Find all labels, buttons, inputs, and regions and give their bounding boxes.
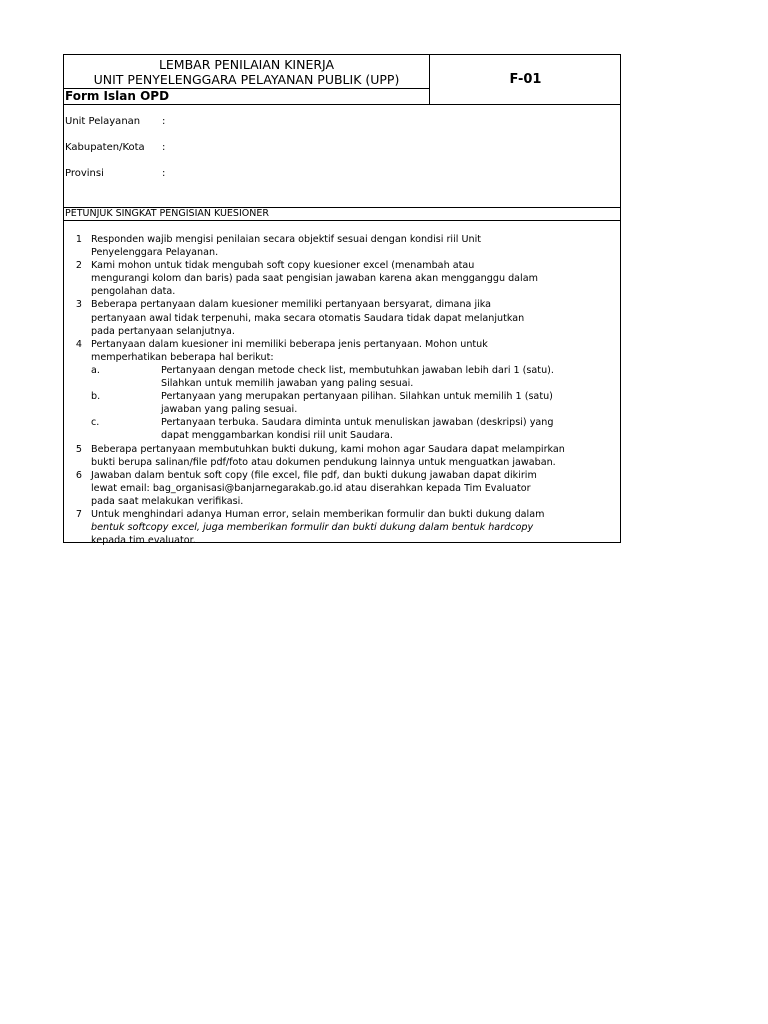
instruction-text: Pertanyaan dalam kuesioner ini memiliki beberapa jenis pertanyaan. Mohon untuk xyxy=(91,338,488,350)
instructions-title: PETUNJUK SINGKAT PENGISIAN KUESIONER xyxy=(65,208,269,219)
instruction-text: Penyelenggara Pelayanan. xyxy=(91,247,219,259)
field-label: Kabupaten/Kota xyxy=(65,142,145,153)
instruction-text: lewat email: bag_organisasi@banjarnegarakab.go.id atau diserahkan kepada Tim Evaluator xyxy=(91,482,531,494)
instruction-text: bukti berupa salinan/file pdf/foto atau dokumen pendukung lainnya untuk menguatkan jawaban. xyxy=(91,456,556,468)
subitem-text: Pertanyaan yang merupakan pertanyaan pilihan. Silahkan untuk memilih 1 (satu) xyxy=(161,391,553,403)
instruction-text: Untuk menghindari adanya Human error, selain memberikan formulir dan bukti dukung dalam xyxy=(91,508,545,520)
instruction-text: Kami mohon untuk tidak mengubah soft copy kuesioner excel (menambah atau xyxy=(91,260,475,272)
instruction-number: 1 xyxy=(75,234,82,245)
subitem-text: jawaban yang paling sesuai. xyxy=(161,404,298,416)
evaluation-form xyxy=(63,54,621,547)
field-separator: : xyxy=(162,116,166,127)
field-label: Provinsi xyxy=(65,168,104,179)
field-separator: : xyxy=(162,168,166,179)
instruction-text: Beberapa pertanyaan dalam kuesioner memiliki pertanyaan bersyarat, dimana jika xyxy=(91,299,492,311)
instruction-text: mengurangi kolom dan baris) pada saat pengisian jawaban karena akan mengganggu dalam xyxy=(91,273,538,285)
instruction-number: 4 xyxy=(75,338,82,350)
instruction-number: 5 xyxy=(75,443,82,455)
instruction-text: Jawaban dalam bentuk soft copy (file excel, file pdf, dan bukti dukung jawaban dapat dikirim xyxy=(91,469,537,481)
subitem-text: Silahkan untuk memilih jawaban yang paling sesuai. xyxy=(161,378,414,390)
instruction-text: kepada tim evaluator. xyxy=(91,535,196,547)
field-separator: : xyxy=(162,142,166,153)
instruction-text: Responden wajib mengisi penilaian secara objektif sesuai dengan kondisi riil Unit xyxy=(91,234,482,245)
form-subtitle: Form Islan OPD xyxy=(64,89,430,105)
form-title-line1: LEMBAR PENILAIAN KINERJA xyxy=(158,57,335,72)
subitem-text: Pertanyaan dengan metode check list, membutuhkan jawaban lebih dari 1 (satu). xyxy=(161,364,554,376)
form-code: F-01 xyxy=(430,55,621,105)
instruction-text-italic: bentuk softcopy excel, juga memberikan formulir dan bukti dukung dalam bentuk hardcopy xyxy=(91,522,534,534)
instruction-number: 7 xyxy=(75,508,82,520)
instruction-text: pengolahan data. xyxy=(91,286,176,298)
instruction-number: 2 xyxy=(75,260,82,272)
form-title-line2: UNIT PENYELENGGARA PELAYANAN PUBLIK (UPP) xyxy=(93,72,400,87)
instruction-number: 6 xyxy=(75,469,82,481)
instruction-number: 3 xyxy=(75,299,82,311)
instruction-text: Beberapa pertanyaan membutuhkan bukti dukung, kami mohon agar Saudara dapat melampirkan xyxy=(91,443,565,455)
instruction-text: memperhatikan beberapa hal berikut: xyxy=(91,351,274,363)
instruction-text: pada saat melakukan verifikasi. xyxy=(91,495,244,507)
instruction-text: pertanyaan awal tidak terpenuhi, maka secara otomatis Saudara tidak dapat melanjutkan xyxy=(91,312,525,324)
subitem-text: Pertanyaan terbuka. Saudara diminta untuk menuliskan jawaban (deskripsi) yang xyxy=(161,417,554,429)
divider xyxy=(64,220,621,221)
subitem-text: dapat menggambarkan kondisi riil unit Saudara. xyxy=(161,430,393,442)
field-label: Unit Pelayanan xyxy=(65,116,141,127)
form-title-cell xyxy=(64,55,430,89)
subitem-letter: c. xyxy=(91,417,100,429)
instruction-text: pada pertanyaan selanjutnya. xyxy=(91,325,235,337)
subitem-letter: a. xyxy=(91,364,100,376)
subitem-letter: b. xyxy=(91,391,101,403)
